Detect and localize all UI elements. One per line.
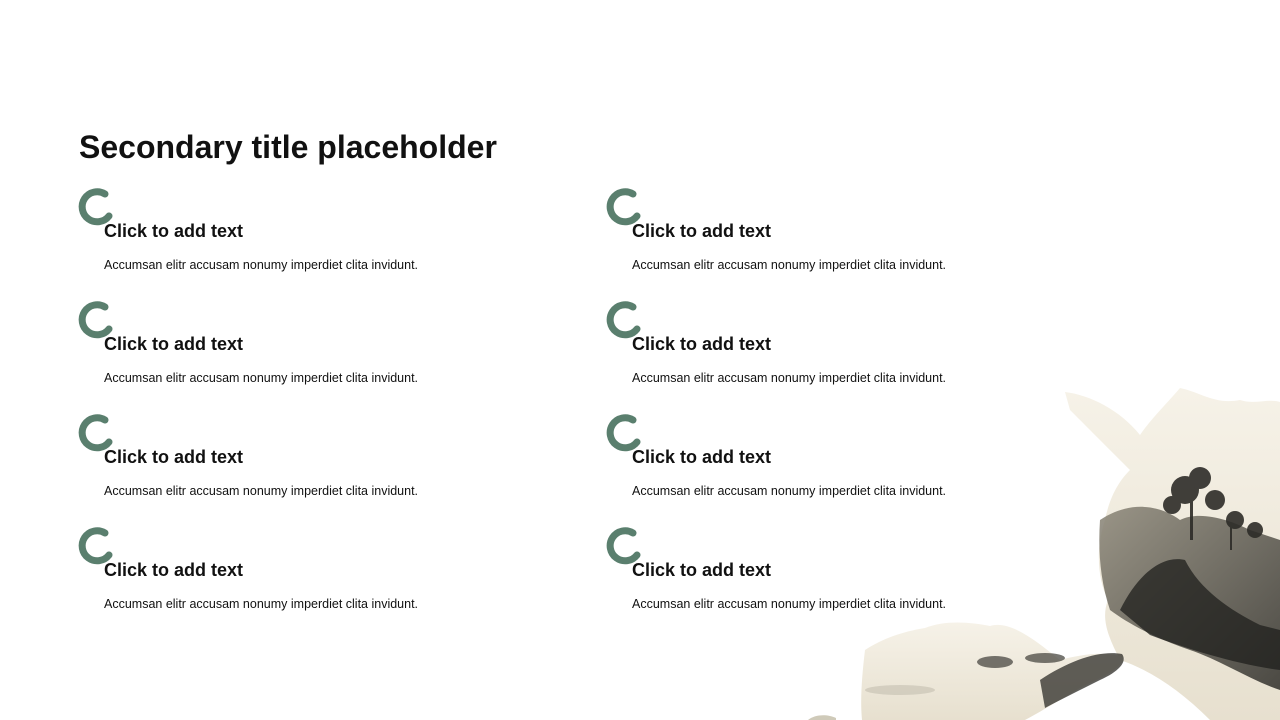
item-heading[interactable]: Click to add text: [632, 334, 772, 354]
page-title: Secondary title placeholder: [79, 129, 497, 165]
list-item[interactable]: [607, 412, 1077, 512]
item-description[interactable]: Accumsan elitr accusam nonumy imperdiet clita invidunt.: [632, 597, 947, 611]
item-description[interactable]: Accumsan elitr accusam nonumy imperdiet clita invidunt.: [632, 371, 947, 385]
item-description[interactable]: Accumsan elitr accusam nonumy imperdiet clita invidunt.: [632, 484, 947, 498]
item-description[interactable]: Accumsan elitr accusam nonumy imperdiet clita invidunt.: [104, 597, 419, 611]
list-item[interactable]: [79, 186, 549, 286]
list-item[interactable]: [79, 299, 549, 399]
item-heading[interactable]: Click to add text: [104, 334, 244, 354]
item-heading[interactable]: Click to add text: [632, 447, 772, 467]
list-item[interactable]: [79, 525, 549, 625]
list-item[interactable]: [607, 299, 1077, 399]
item-description[interactable]: Accumsan elitr accusam nonumy imperdiet clita invidunt.: [632, 258, 947, 272]
item-heading[interactable]: Click to add text: [632, 221, 772, 241]
list-item[interactable]: [607, 525, 1077, 625]
item-heading[interactable]: Click to add text: [104, 447, 244, 467]
item-heading[interactable]: Click to add text: [632, 560, 772, 580]
item-description[interactable]: Accumsan elitr accusam nonumy imperdiet clita invidunt.: [104, 258, 419, 272]
item-heading[interactable]: Click to add text: [104, 221, 244, 241]
item-description[interactable]: Accumsan elitr accusam nonumy imperdiet clita invidunt.: [104, 484, 419, 498]
list-item[interactable]: [79, 412, 549, 512]
item-description[interactable]: Accumsan elitr accusam nonumy imperdiet clita invidunt.: [104, 371, 419, 385]
list-item[interactable]: [607, 186, 1077, 286]
item-heading[interactable]: Click to add text: [104, 560, 244, 580]
